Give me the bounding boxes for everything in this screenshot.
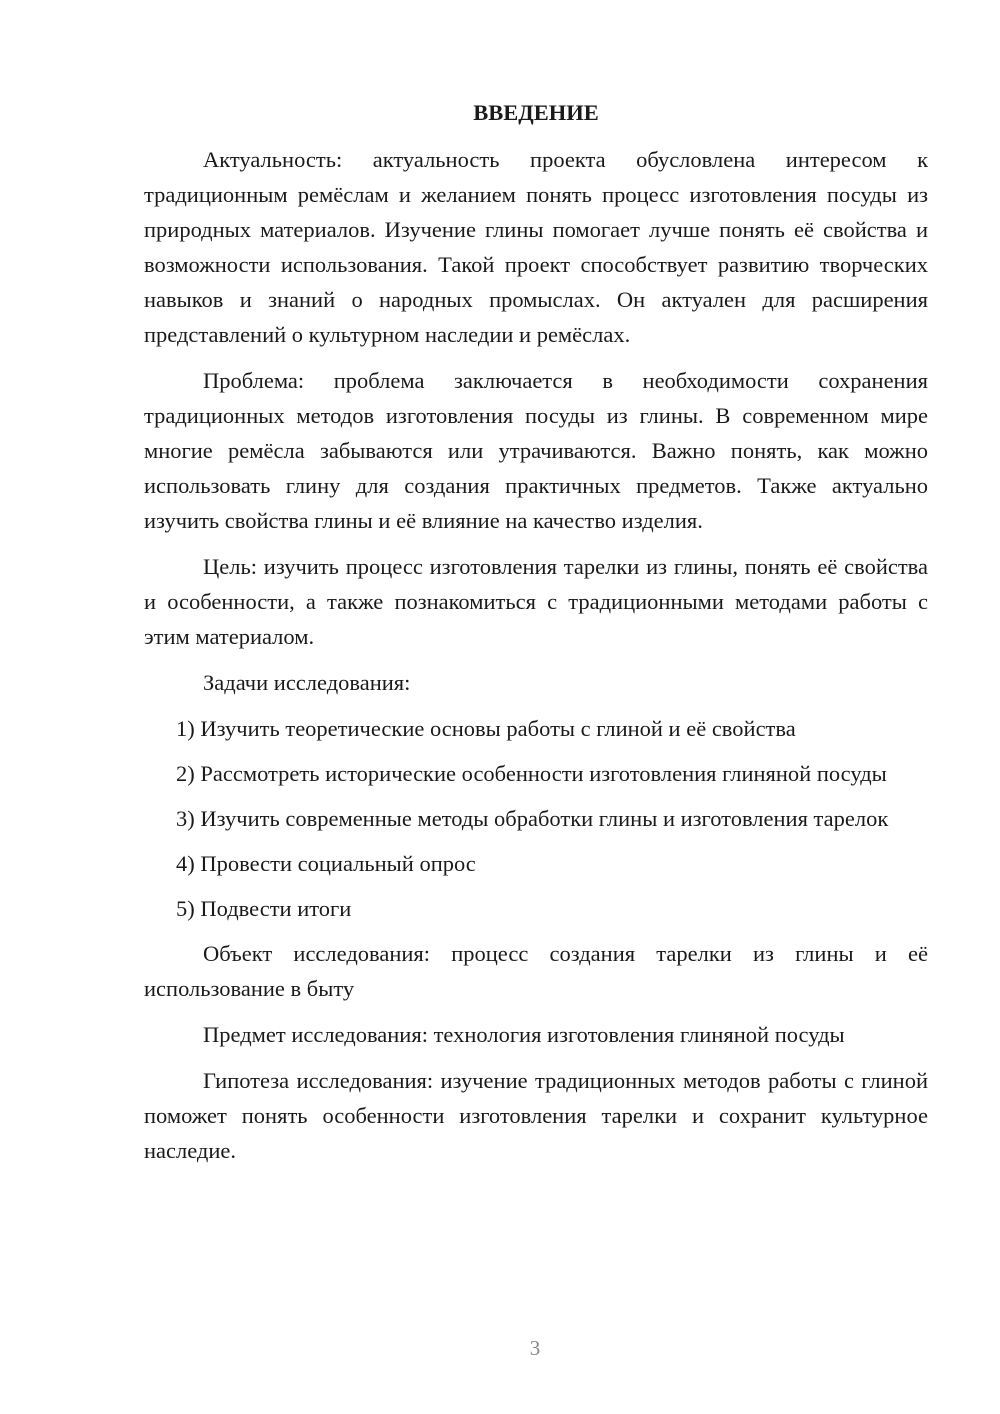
- task-item-3: 3) Изучить современные методы обработки глины и изготовления тарелок: [176, 806, 889, 831]
- task-item-5: 5) Подвести итоги: [176, 896, 352, 921]
- task-item-2: 2) Рассмотреть исторические особенности изготовления глиняной посуды: [176, 761, 887, 786]
- task-item-4: 4) Провести социальный опрос: [176, 851, 476, 876]
- paragraph-object: Объект исследования: процесс создания тарелки из глины и её использование в быту: [144, 941, 928, 1001]
- paragraph-subject: Предмет исследования: технология изготовления глиняной посуды: [203, 1022, 845, 1047]
- paragraph-goal: Цель: изучить процесс изготовления тарелки из глины, понять её свойства и особенности, а также познакомиться с традиционными методами работы с этим материалом.: [144, 554, 928, 649]
- paragraph-problem: Проблема: проблема заключается в необходимости сохранения традиционных методов изготовления посуды из глины. В современном мире многие ремёсла забываются или утрачиваются. Важно понять, как можно использовать глину для создания практичных предметов. Также актуально изучить свойства глины и её влияние на качество изделия.: [144, 368, 928, 533]
- page-number: 3: [529, 1336, 541, 1360]
- paragraph-hypothesis: Гипотеза исследования: изучение традиционных методов работы с глиной поможет понять особенности изготовления тарелки и сохранит культурное наследие.: [144, 1068, 928, 1163]
- section-title: ВВЕДЕНИЕ: [473, 100, 599, 125]
- paragraph-relevance: Актуальность: актуальность проекта обусловлена интересом к традиционным ремёслам и желанием понять процесс изготовления посуды из природных материалов. Изучение глины помогает лучше понять её свойства и возможности использования. Такой проект способствует развитию творческих навыков и знаний о народных промыслах. Он актуален для расширения представлений о культурном наследии и ремёслах.: [144, 147, 928, 347]
- task-item-1: 1) Изучить теоретические основы работы с глиной и её свойства: [176, 716, 796, 741]
- page-content: [144, 95, 928, 1179]
- tasks-heading: Задачи исследования:: [203, 670, 411, 695]
